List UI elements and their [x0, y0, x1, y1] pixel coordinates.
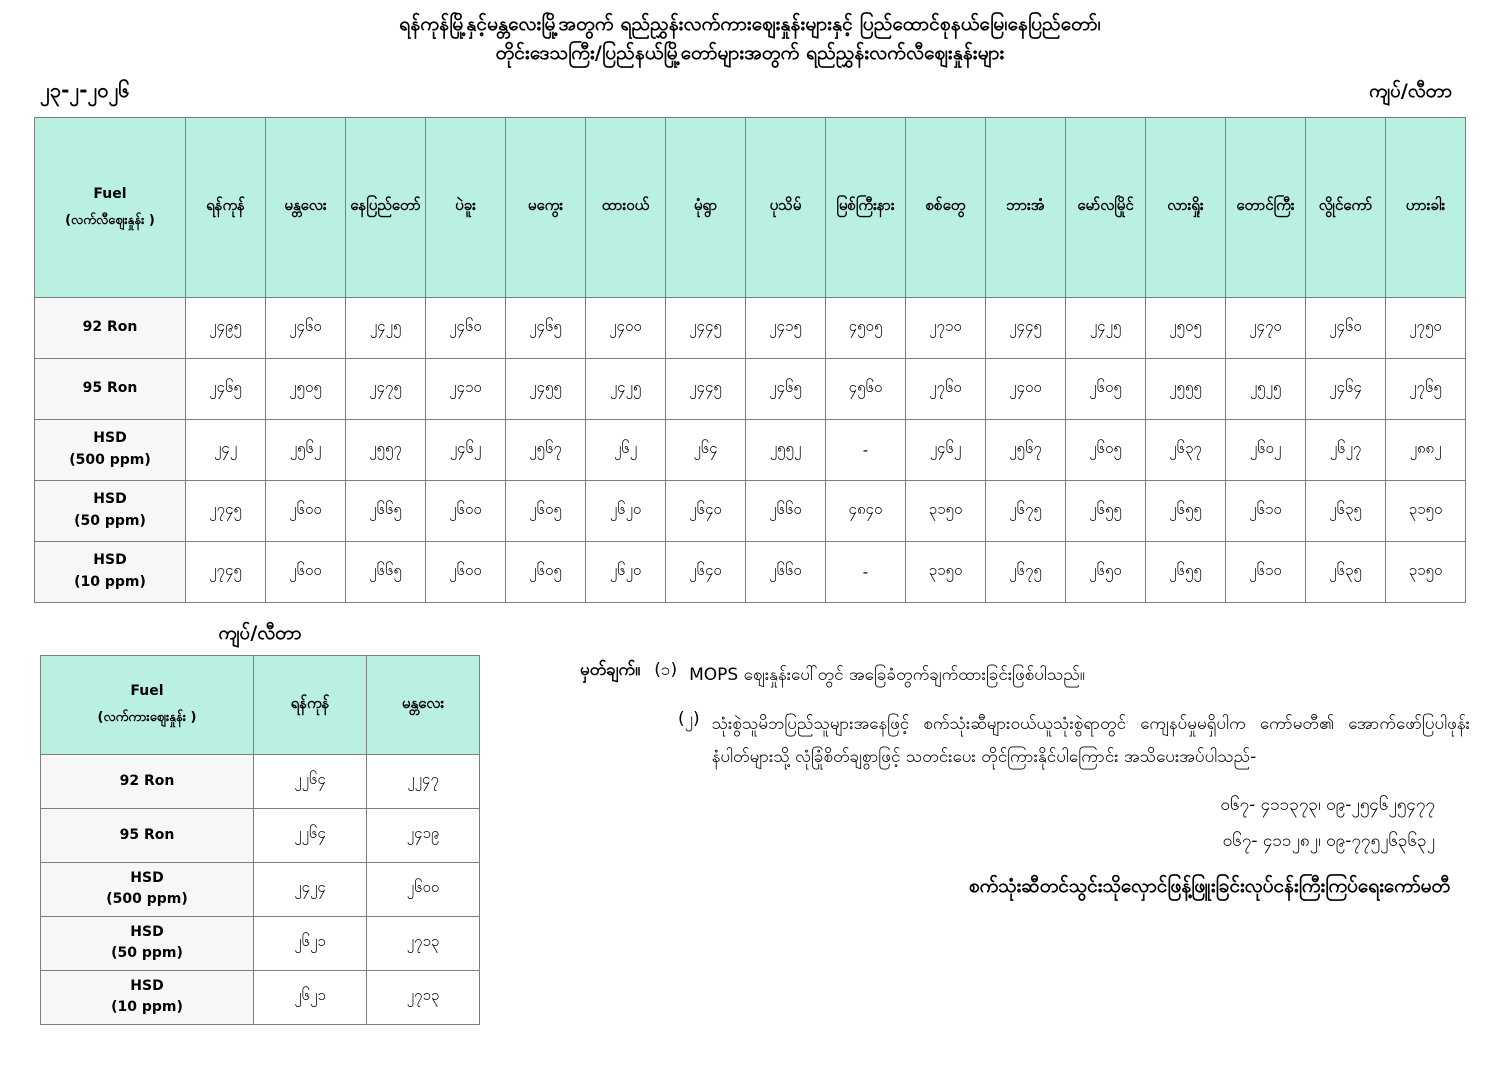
column-header-city: မကွေး: [506, 117, 586, 297]
table-row: [41, 862, 480, 916]
row-label: HSD: [130, 924, 164, 941]
document-title-block: [0, 0, 1500, 69]
wholesale-section: [40, 621, 540, 1025]
price-cell: ၄၅၆၀: [826, 358, 906, 419]
table-row: [35, 297, 1466, 358]
table-row: [35, 358, 1466, 419]
table-row: [41, 916, 480, 970]
row-header-fuel-type: [35, 419, 186, 480]
table-row: [41, 754, 480, 808]
table-header-row: [41, 655, 480, 754]
wholesale-table-head: [41, 655, 480, 754]
price-cell: ၂၇၁၃: [367, 970, 480, 1024]
table-row: [41, 808, 480, 862]
price-cell: ၂၆၂၁: [254, 970, 367, 1024]
price-cell: ၂၇၅၀: [1386, 297, 1466, 358]
price-cell: ၂၄၆၅: [506, 297, 586, 358]
column-header-city: ထားဝယ်: [586, 117, 666, 297]
row-header-fuel-type: [41, 970, 254, 1024]
price-cell: ၂၇၆၀: [906, 358, 986, 419]
row-header-fuel-type: [41, 754, 254, 808]
price-cell: ၂၆၁၀: [1226, 541, 1306, 602]
price-cell: ၂၂၆၄: [254, 754, 367, 808]
price-cell: ၂၄၂၅: [586, 358, 666, 419]
row-header-fuel-type: [41, 916, 254, 970]
price-cell: ၂၆၀၅: [1066, 358, 1146, 419]
price-cell: ၂၅၂၅: [1226, 358, 1306, 419]
price-cell: ၂၆၀၀: [367, 862, 480, 916]
price-cell: ၂၆၀၅: [1066, 419, 1146, 480]
fuel-header-sub: (လက်ကားဈေးနှုန်း ): [97, 710, 197, 726]
table-row: [35, 541, 1466, 602]
price-cell: ၂၅၅၇: [346, 419, 426, 480]
price-cell: ၂၇၄၅: [186, 480, 266, 541]
price-cell: ၂၆၀၀: [266, 541, 346, 602]
price-cell: ၂၇၁၀: [906, 297, 986, 358]
price-cell: ၂၄၄၅: [666, 358, 746, 419]
column-header-city: လားရှိုး: [1146, 117, 1226, 297]
row-header-fuel-type: [41, 808, 254, 862]
column-header-city: ပဲခူး: [426, 117, 506, 297]
unit-label-retail: ကျပ်/လီတာ: [1369, 79, 1452, 102]
column-header-city: စစ်တွေ: [906, 117, 986, 297]
price-cell: ၂၄၂၄: [254, 862, 367, 916]
row-header-fuel-type: [41, 862, 254, 916]
note-text-2: သုံးစွဲသူမိဘပြည်သူများအနေဖြင့် စက်သုံးဆီများဝယ်ယူသုံးစွဲရာတွင် ကျေနပ်မှုမရှိပါက ကော်မတီ၏ အောက်ဖော်ပြပါဖုန်းနံပါတ်များသို့ လုံခြုံစိတ်ချစွာဖြင့် သတင်းပေး တိုင်ကြားနိုင်ပါကြောင်း အသိပေးအပ်ပါသည်-: [711, 714, 1470, 768]
page-title-line-1: ရန်ကုန်မြို့နှင့်မန္တလေးမြို့အတွက် ရည်ညွှန်းလက်ကားဈေးနှုန်းများနှင့် ပြည်ထောင်စုနယ်မြေ၊နေပြည်တော်၊: [399, 13, 1101, 35]
price-cell: ၂၄၂၅: [1066, 297, 1146, 358]
row-label: 95 Ron: [82, 380, 138, 397]
phone-line-2: ၀၆၇- ၄၁၁၂၈၂၊ ၀၉-၇၇၅၂၆၃၆၃၂: [1222, 830, 1435, 851]
meta-row: [0, 69, 1500, 107]
column-header-city: ရန်ကုန်: [254, 655, 367, 754]
price-cell: ၂၅၀၅: [1146, 297, 1226, 358]
row-label: HSD: [130, 870, 164, 887]
price-cell: ၂၇၄၅: [186, 541, 266, 602]
price-cell: ၂၄၇၀: [1226, 297, 1306, 358]
price-cell: ၂၆၆၀: [746, 480, 826, 541]
column-header-city: နေပြည်တော်: [346, 117, 426, 297]
note-item-2: [678, 708, 1470, 774]
price-cell: ၂၆၄၀: [666, 480, 746, 541]
table-row: [41, 970, 480, 1024]
price-cell: -: [826, 419, 906, 480]
price-cell: ၂၆၂: [586, 419, 666, 480]
price-cell: ၂၆၅၅: [1146, 541, 1226, 602]
note-number-2: (၂): [678, 709, 700, 730]
retail-table-head: [35, 117, 1466, 297]
price-cell: ၂၄၂၅: [346, 297, 426, 358]
table-header-row: [35, 117, 1466, 297]
price-cell: ၂၅၆၂: [266, 419, 346, 480]
row-label-sub: (50 ppm): [74, 512, 146, 529]
price-cell: ၂၄၆၀: [266, 297, 346, 358]
price-cell: ၂၆၀၅: [506, 480, 586, 541]
column-header-city: မုံရွာ: [666, 117, 746, 297]
price-cell: ၂၆၀၀: [426, 480, 506, 541]
row-label-sub: (500 ppm): [106, 891, 188, 908]
row-label: 92 Ron: [82, 319, 138, 336]
row-label: 92 Ron: [119, 772, 175, 789]
row-label-sub: (500 ppm): [69, 451, 151, 468]
price-cell: ၂၇၆၅: [1386, 358, 1466, 419]
wholesale-price-table: [40, 655, 480, 1025]
price-cell: ၃၁၅၀: [906, 541, 986, 602]
fuel-header-sub: (လက်လီဈေးနှုန်း ): [65, 212, 155, 228]
column-header-city: ဟားခါး: [1386, 117, 1466, 297]
price-cell: ၂၆၂၁: [254, 916, 367, 970]
price-cell: ၂၄၆၀: [1306, 297, 1386, 358]
price-cell: ၂၄၀၀: [986, 358, 1066, 419]
price-cell: ၂၆၀၀: [266, 480, 346, 541]
price-cell: ၃၁၅၀: [906, 480, 986, 541]
price-cell: ၄၅၀၅: [826, 297, 906, 358]
price-cell: ၂၄၁၉: [367, 808, 480, 862]
row-label-sub: (50 ppm): [111, 945, 183, 962]
column-header-city: မန္တလေး: [367, 655, 480, 754]
unit-label-wholesale: ကျပ်/လီတာ: [218, 621, 302, 644]
row-header-fuel-type: [35, 541, 186, 602]
fuel-header-main: Fuel: [93, 185, 127, 202]
column-header-fuel: [35, 117, 186, 297]
phone-line-1: ၀၆၇- ၄၁၁၃၇၃၊ ၀၉-၂၅၄၆၂၅၄၇၇: [1220, 795, 1435, 816]
note-item-1: [580, 659, 1470, 692]
price-cell: ၂၆၅၅: [1066, 480, 1146, 541]
table-row: [35, 480, 1466, 541]
note-number-1: (၁): [654, 659, 678, 680]
price-cell: ၂၆၆၅: [346, 541, 426, 602]
price-cell: ၂၆၂၀: [586, 480, 666, 541]
column-header-city: ဘားအံ: [986, 117, 1066, 297]
row-label: HSD: [93, 491, 127, 508]
row-header-fuel-type: [35, 297, 186, 358]
price-cell: ၂၆၇၅: [986, 541, 1066, 602]
price-cell: ၂၆၆၀: [746, 541, 826, 602]
price-cell: ၂၆၂၇: [1306, 419, 1386, 480]
price-cell: -: [826, 541, 906, 602]
column-header-city: မြစ်ကြီးနား: [826, 117, 906, 297]
column-header-city: တောင်ကြီး: [1226, 117, 1306, 297]
price-cell: ၂၆၃၇: [1146, 419, 1226, 480]
price-cell: ၂၅၆၇: [986, 419, 1066, 480]
price-cell: ၂၄၀၀: [586, 297, 666, 358]
price-cell: ၃၁၅၀: [1386, 480, 1466, 541]
column-header-city: မော်လမြိုင်: [1066, 117, 1146, 297]
column-header-city: လွိုင်ကော်: [1306, 117, 1386, 297]
price-cell: ၂၄၄၅: [986, 297, 1066, 358]
price-cell: ၂၇၁၃: [367, 916, 480, 970]
price-cell: ၂၆၄: [666, 419, 746, 480]
retail-table-body: [35, 297, 1466, 602]
price-cell: ၂၆၀၂: [1226, 419, 1306, 480]
notes-label: မှတ်ချက်။: [580, 659, 641, 680]
price-cell: ၂၆၂၀: [586, 541, 666, 602]
price-cell: ၂၂၆၄: [254, 808, 367, 862]
price-cell: ၂၄၁၅: [746, 297, 826, 358]
contact-phones: [580, 788, 1470, 859]
price-cell: ၂၄၁၀: [426, 358, 506, 419]
price-cell: ၂၄၆၄: [1306, 358, 1386, 419]
wholesale-table-body: [41, 754, 480, 1024]
page-title-line-2: တိုင်းဒေသကြီး/ပြည်နယ်မြို့တော်များအတွက် ရည်ညွှန်းလက်လီဈေးနှုန်းများ: [495, 42, 1005, 65]
price-cell: ၂၄၅၅: [506, 358, 586, 419]
price-cell: ၂၄၆၀: [426, 297, 506, 358]
price-cell: ၂၆၃၅: [1306, 541, 1386, 602]
price-cell: ၂၄၆၅: [746, 358, 826, 419]
notes-section: [540, 621, 1500, 902]
row-label: 95 Ron: [119, 826, 175, 843]
row-label: HSD: [130, 978, 164, 995]
column-header-fuel: [41, 655, 254, 754]
row-label-sub: (10 ppm): [74, 573, 146, 590]
retail-price-table: [34, 117, 1466, 603]
column-header-city: မန္တလေး: [266, 117, 346, 297]
price-cell: ၂၆၀၀: [426, 541, 506, 602]
price-cell: ၂၅၅၅: [1146, 358, 1226, 419]
price-cell: ၂၆၃၅: [1306, 480, 1386, 541]
price-cell: ၂၆၅၅: [1146, 480, 1226, 541]
note-text-1: MOPS ဈေးနှုန်းပေါ်တွင် အခြေခံတွက်ချက်ထားခြင်းဖြစ်ပါသည်။: [689, 664, 1085, 685]
price-cell: ၂၆၇၅: [986, 480, 1066, 541]
price-cell: ၂၄၂: [186, 419, 266, 480]
row-header-fuel-type: [35, 480, 186, 541]
price-cell: ၂၅၅၂: [746, 419, 826, 480]
price-cell: ၂၆၅၀: [1066, 541, 1146, 602]
report-date: ၂၃-၂-၂၀၂၆: [40, 77, 130, 102]
price-cell: ၂၄၆၂: [426, 419, 506, 480]
lower-section: [0, 621, 1500, 1025]
column-header-city: ပုသိမ်: [746, 117, 826, 297]
price-cell: ၂၆၀၅: [506, 541, 586, 602]
price-cell: ၂၆၆၅: [346, 480, 426, 541]
price-cell: ၂၄၇၅: [346, 358, 426, 419]
price-cell: ၂၅၀၅: [266, 358, 346, 419]
price-cell: ၂၆၁၀: [1226, 480, 1306, 541]
fuel-header-main: Fuel: [130, 683, 164, 700]
column-header-city: ရန်ကုန်: [186, 117, 266, 297]
price-cell: ၂၄၉၅: [186, 297, 266, 358]
price-cell: ၂၄၆၂: [906, 419, 986, 480]
row-label: HSD: [93, 430, 127, 447]
price-cell: ၂၅၆၇: [506, 419, 586, 480]
row-header-fuel-type: [35, 358, 186, 419]
price-cell: ၃၁၅၀: [1386, 541, 1466, 602]
price-cell: ၂၆၄၀: [666, 541, 746, 602]
price-cell: ၂၂၄၇: [367, 754, 480, 808]
price-cell: ၂၈၈၂: [1386, 419, 1466, 480]
price-cell: ၄၈၄၀: [826, 480, 906, 541]
price-cell: ၂၄၆၅: [186, 358, 266, 419]
table-row: [35, 419, 1466, 480]
issuing-organization: စက်သုံးဆီတင်သွင်းသိုလှောင်ဖြန့်ဖြူးခြင်းလုပ်ငန်းကြီးကြပ်ရေးကော်မတီ: [968, 874, 1450, 897]
price-cell: ၂၄၄၅: [666, 297, 746, 358]
row-label: HSD: [93, 552, 127, 569]
row-label-sub: (10 ppm): [111, 999, 183, 1016]
